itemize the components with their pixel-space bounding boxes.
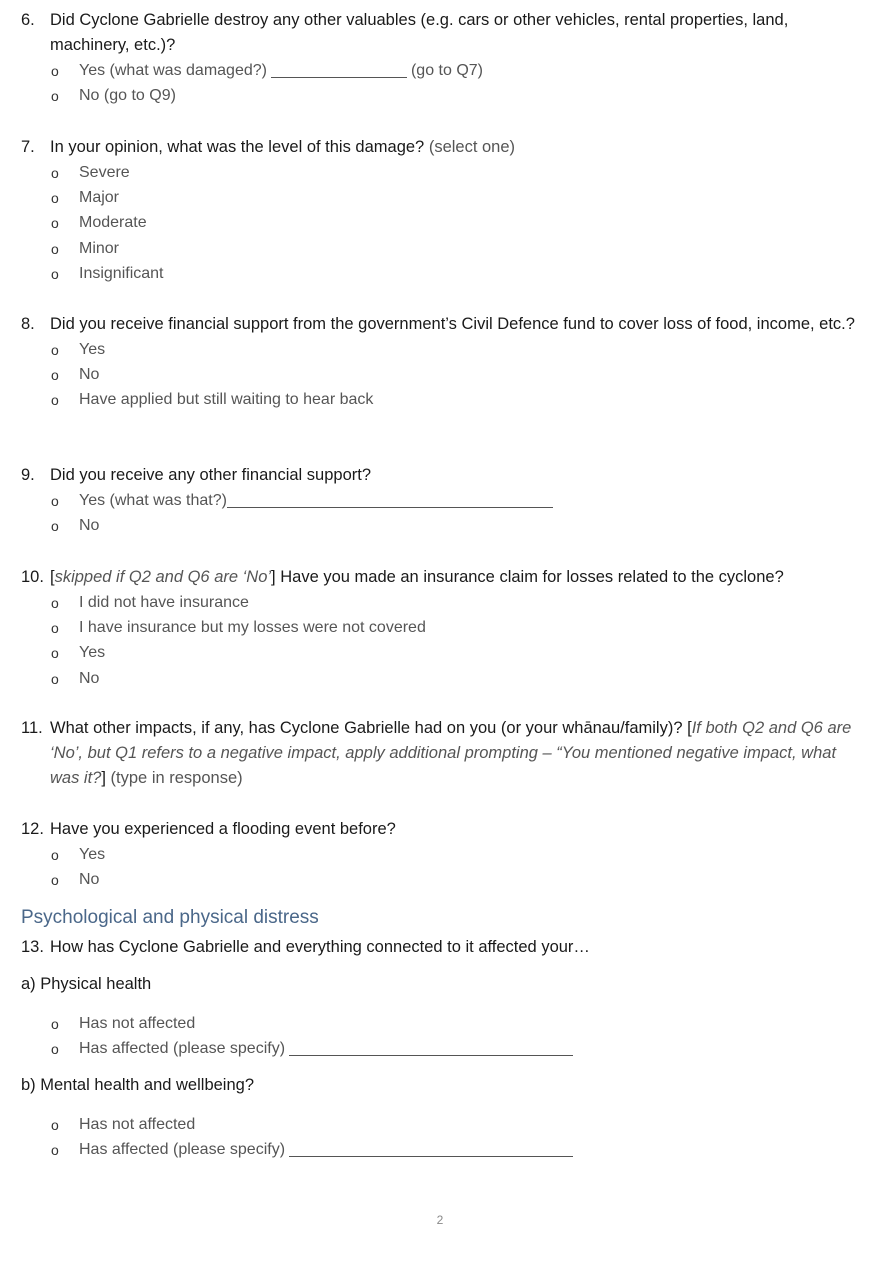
question-number: 7. [21,138,35,156]
option-severe[interactable] [51,160,866,185]
bullet-icon: o [51,265,59,282]
option-label: Minor [79,239,120,257]
question-text: Did you receive financial support from the government’s Civil Defence fund to cover loss of food, income, etc.? [50,315,855,333]
bullet-icon: o [51,670,59,687]
question-text: Have you experienced a flooding event before? [50,820,396,838]
option-label: Yes (what was damaged?) [79,61,267,79]
bullet-icon: o [51,1141,59,1158]
option-not-covered[interactable] [51,615,866,640]
subquestion-b-options [21,1112,866,1163]
answer-blank[interactable] [227,493,553,508]
skip-instruction: skipped if Q2 and Q6 are ‘No’ [54,568,272,586]
bullet-icon: o [51,1015,59,1032]
option-affected[interactable] [51,1137,866,1162]
option-applied-waiting[interactable] [51,388,866,413]
bullet-icon: o [51,164,59,181]
option-label: No (go to Q9) [79,86,176,104]
question-text: In your opinion, what was the level of this damage? [50,138,425,156]
option-insignificant[interactable] [51,261,866,286]
option-no[interactable] [51,867,866,892]
answer-blank[interactable] [271,63,407,78]
question-8 [21,312,866,413]
page-number: 2 [436,1213,444,1227]
option-label: Moderate [79,214,147,232]
option-label: Has affected (please specify) [79,1039,286,1057]
bullet-icon: o [51,240,59,257]
option-label: Yes (what was that?) [79,491,227,509]
question-number: 11. [21,719,43,737]
option-label: No [79,516,100,534]
bullet-icon: o [51,62,59,79]
question-number: 6. [21,11,35,29]
question-number: 9. [21,466,35,484]
answer-blank[interactable] [289,1041,573,1056]
bullet-icon: o [51,517,59,534]
bullet-icon: o [51,341,59,358]
subquestion-b-label: b) Mental health and wellbeing? [21,1076,254,1094]
bullet-icon: o [51,189,59,206]
question-text: Did Cyclone Gabrielle destroy any other valuables (e.g. cars or other vehicles, rental properties, land, machinery, etc.)? [50,11,789,54]
option-moderate[interactable] [51,211,866,236]
bullet-icon: o [51,366,59,383]
question-number: 12. [21,820,44,838]
bullet-icon: o [51,619,59,636]
option-affected[interactable] [51,1036,866,1061]
question-11 [21,716,866,791]
option-goto: (go to Q7) [410,61,483,79]
question-12 [21,817,866,893]
bullet-icon: o [51,87,59,104]
question-number: 10. [21,568,44,586]
bullet-icon: o [51,392,59,409]
question-10 [21,565,866,691]
option-yes[interactable] [51,488,866,513]
bullet-icon: o [51,645,59,662]
option-major[interactable] [51,185,866,210]
option-yes[interactable] [51,641,866,666]
bracket-close: ] [271,568,276,586]
question-6 [21,8,866,109]
option-label: Yes [79,340,106,358]
bullet-icon: o [51,871,59,888]
question-number: 8. [21,315,35,333]
question-text: How has Cyclone Gabrielle and everything connected to it affected your… [50,938,590,956]
bracket-open: [ [687,719,692,737]
option-label: I have insurance but my losses were not covered [79,618,426,636]
option-label: I did not have insurance [79,593,249,611]
answer-blank[interactable] [289,1142,573,1157]
subquestion-a-options [21,1011,866,1062]
prompt-instruction: If both Q2 and Q6 are ‘No’, but Q1 refers to a negative impact, apply additional prompting – “You mentioned negative impact, what was it? [50,719,852,787]
bullet-icon: o [51,492,59,509]
option-label: Severe [79,163,130,181]
option-label: No [79,870,100,888]
option-no[interactable] [51,513,866,538]
option-no-insurance[interactable] [51,590,866,615]
option-yes[interactable] [51,337,866,362]
option-label: Has affected (please specify) [79,1140,286,1158]
option-no[interactable] [51,83,866,108]
section-heading: Psychological and physical distress [21,907,319,928]
bullet-icon: o [51,1116,59,1133]
bracket-open: [ [50,568,55,586]
subquestion-a-label: a) Physical health [21,975,152,993]
option-no[interactable] [51,666,866,691]
question-13 [21,935,866,960]
question-note: (select one) [428,138,516,156]
option-no[interactable] [51,362,866,387]
option-label: Insignificant [79,264,164,282]
bullet-icon: o [51,846,59,863]
bullet-icon: o [51,1040,59,1057]
option-not-affected[interactable] [51,1011,866,1036]
bullet-icon: o [51,594,59,611]
option-label: Have applied but still waiting to hear back [79,391,374,409]
option-yes[interactable] [51,58,866,83]
option-not-affected[interactable] [51,1112,866,1137]
question-text: Did you receive any other financial support? [50,466,372,484]
option-label: Yes [79,845,106,863]
bullet-icon: o [51,215,59,232]
question-number: 13. [21,938,44,956]
option-yes[interactable] [51,842,866,867]
bracket-close: ] [101,769,106,787]
option-label: Has not affected [79,1014,196,1032]
question-text: Have you made an insurance claim for losses related to the cyclone? [280,568,784,586]
question-7 [21,135,866,286]
option-label: No [79,365,100,383]
option-label: Yes [79,644,106,662]
option-label: Has not affected [79,1115,196,1133]
question-text: What other impacts, if any, has Cyclone Gabrielle had on you (or your whānau/family)? [50,719,683,737]
option-minor[interactable] [51,236,866,261]
option-label: No [79,669,100,687]
option-label: Major [79,188,120,206]
question-note: (type in response) [110,769,243,787]
question-9 [21,463,866,539]
